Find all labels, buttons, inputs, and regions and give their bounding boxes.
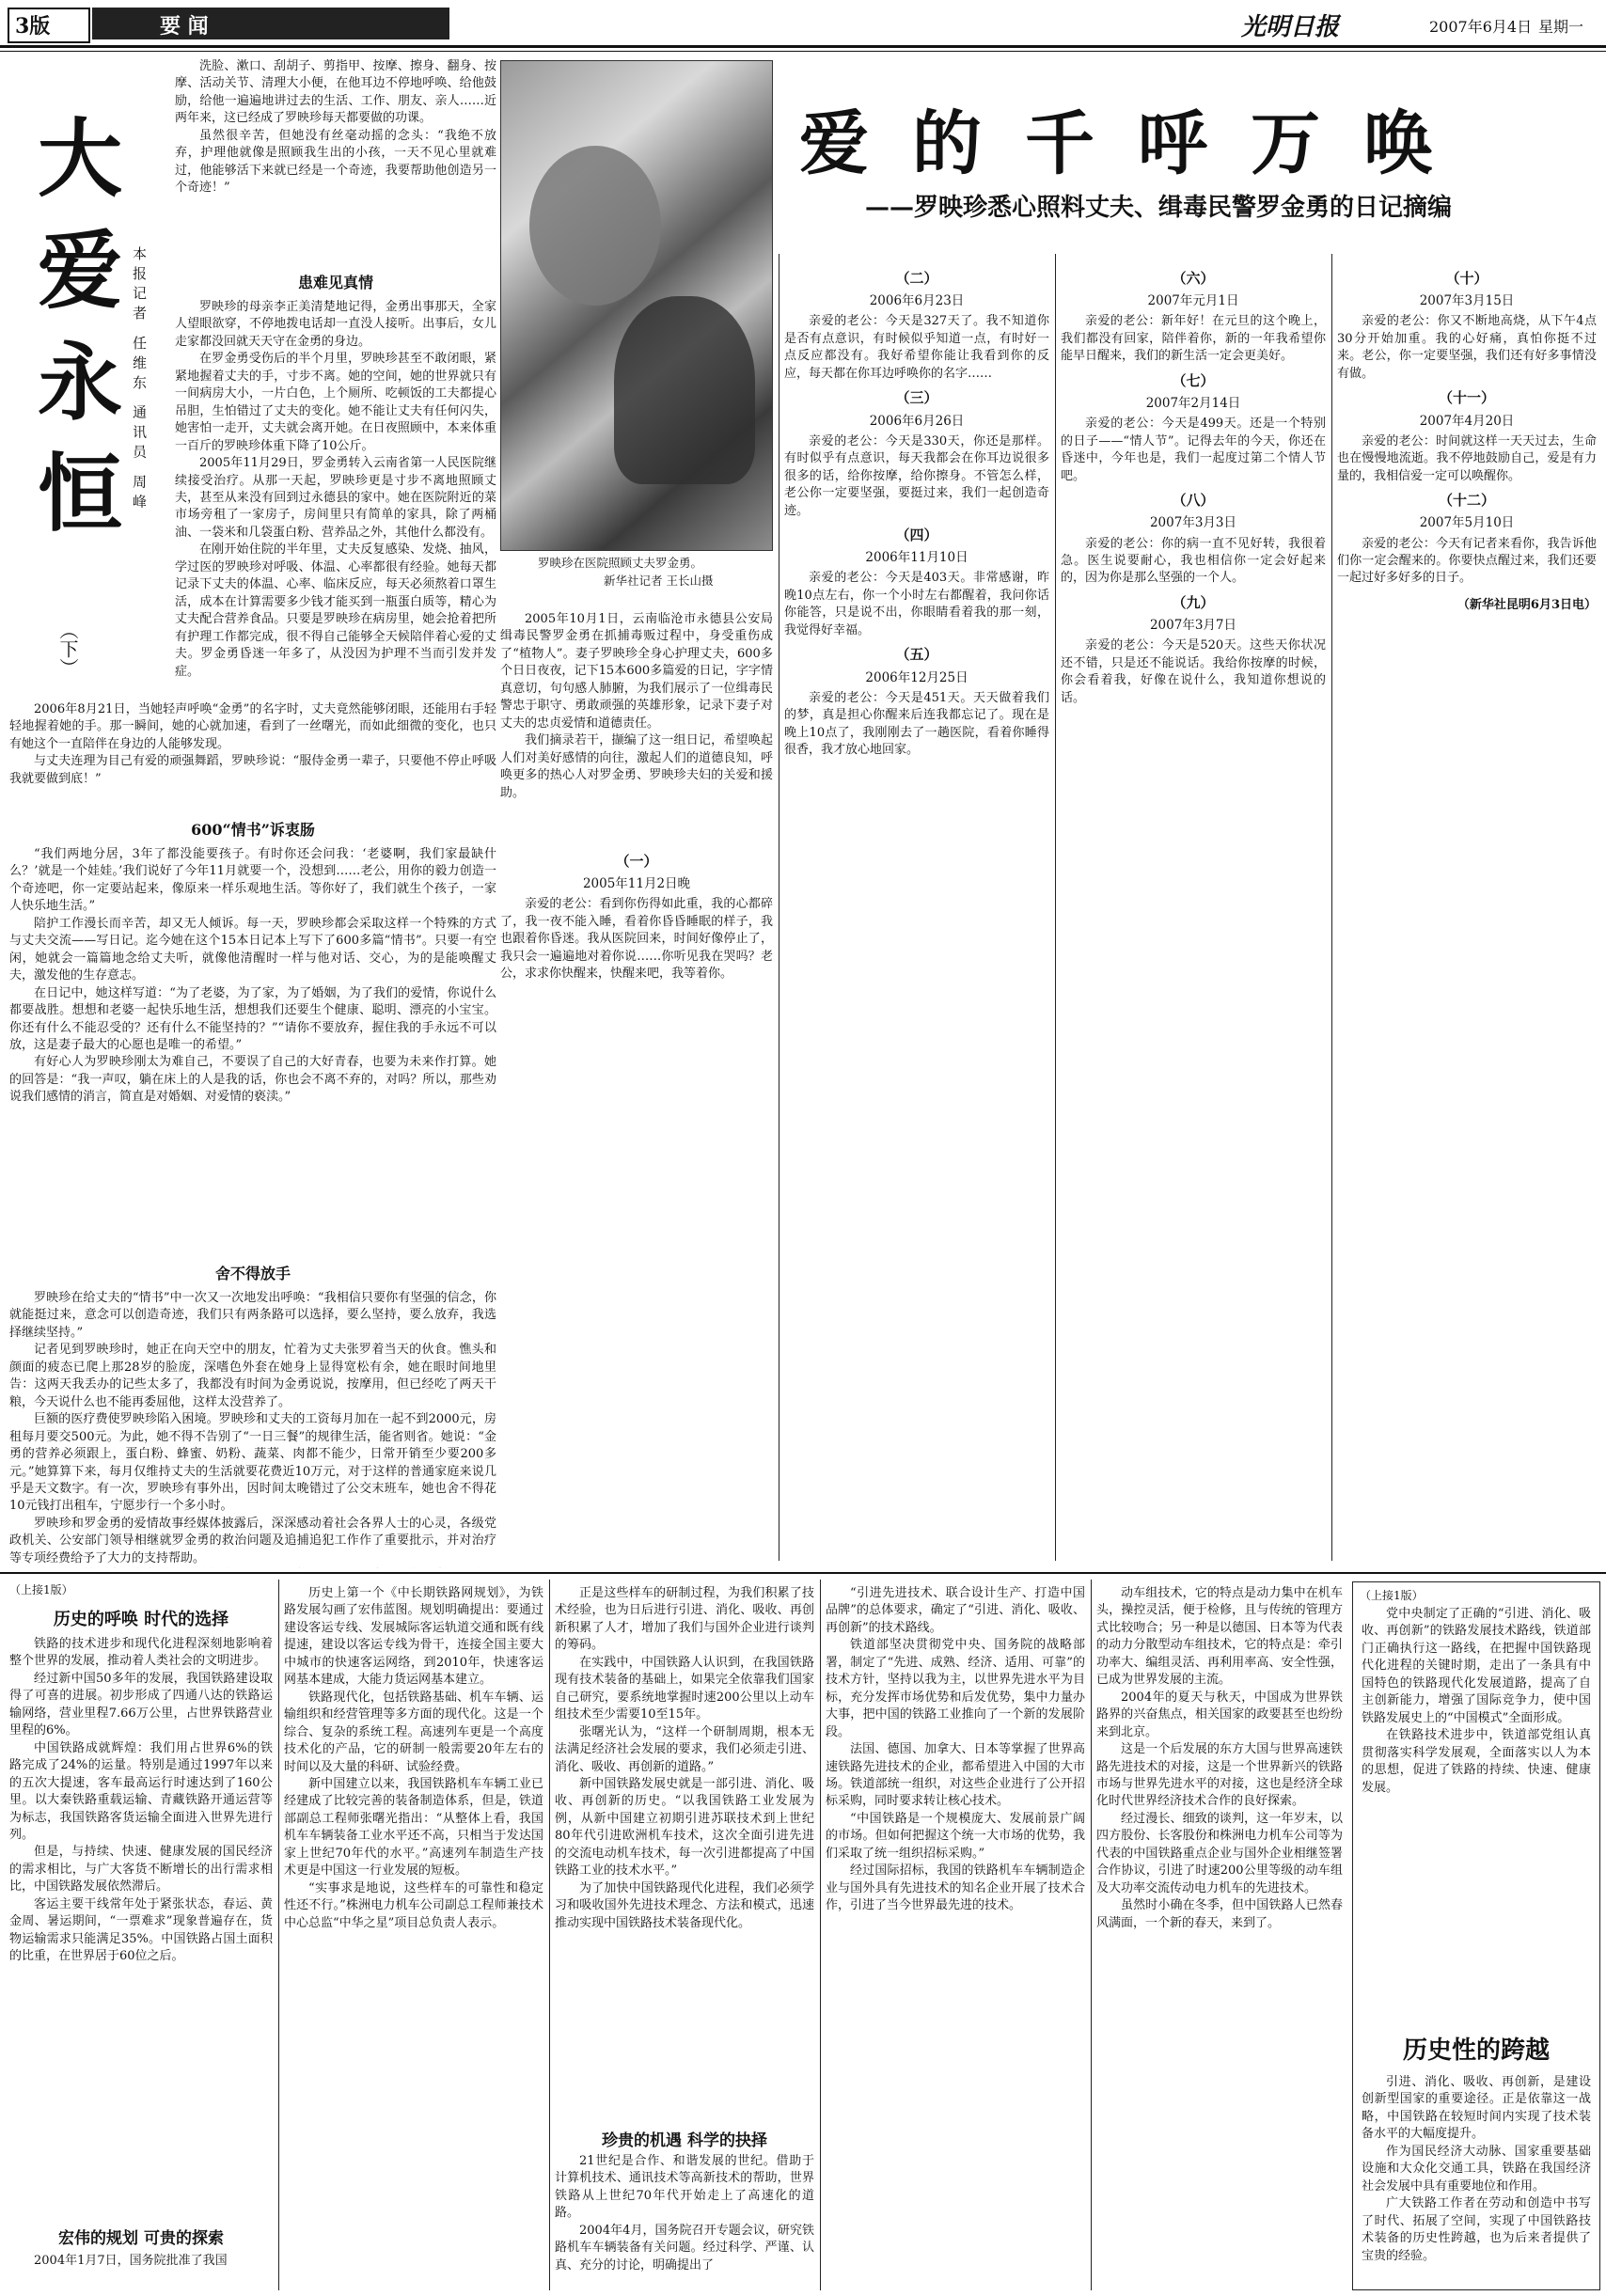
diary-number: （十二） [1438, 492, 1495, 510]
subheading-love-letters: 600“情书”诉衷肠 [191, 821, 315, 839]
paragraph: 党中央制定了正确的“引进、消化、吸收、再创新”的铁路发展技术路线，铁道部门正确执行这一路线，在把握中国铁路现代化进程的关键时期，走出了一条具有中国特色的铁路现代化发展道路，提高了自主创新能力，增强了国际竞争力，使中国铁路发展史上的“中国模式”全面形成。 [1362, 1607, 1591, 1725]
paragraph: 客运主要干线常年处于紧张状态，春运、黄金周、暑运期间，“一票难求”现象普遍存在，货物运输需求只能满足35%。中国铁路占国土面积的比重，在世界居于60位之后。 [9, 1896, 273, 1964]
paragraph: 2005年10月1日，云南临沧市永德县公安局缉毒民警罗金勇在抓捕毒贩过程中，身受重伤成了“植物人”。妻子罗映珍全身心护理丈夫，600多个日日夜夜，记下15本600多篇爱的日记，字字情真意切，句句感人肺腑，为我们展示了一位缉毒民警忠于职守、勇敢顽强的英雄形象，记录下妻子对丈夫的忠贞爱情和道德责任。 [500, 612, 773, 731]
diary-number: （八） [1172, 492, 1215, 510]
diary-number: （五） [895, 646, 938, 664]
diary-text: 亲爱的老公：今天是330天，你还是那样。有时似乎有点意识，每天我都会在你耳边说很多很多的话，给你按摩，给你擦身。不管怎么样，老公你一定要坚强，要挺过来，我们一起创造奇迹。 [784, 433, 1049, 518]
paragraph: 罗映珍在给丈夫的“情书”中一次又一次地发出呼唤：“我相信只要你有坚强的信念，你就能挺过来，意念可以创造奇迹，我们只有两条路可以选择，要么坚持，要么放弃，我选择继续坚持。” [9, 1291, 496, 1340]
diary-number: （九） [1172, 593, 1215, 611]
paragraph: 陪护工作漫长而辛苦，却又无人倾诉。每一天，罗映珍都会采取这样一个特殊的方式与丈夫交流——写日记。迄今她在这个15本日记本上写下了600多篇“情书”。只要一有空闲，她就会一篇篇地念给丈夫听，就像他清醒时一样与他对话、交心，为的是能唤醒丈夫，激发他的生存意志。 [9, 916, 496, 983]
commentary-heading: 历史性的跨越 [1402, 2037, 1550, 2065]
diary-text: 亲爱的老公：今天有记者来看你，我告诉他们你一定会醒来的。你要快点醒过来，我们还要一起过好多好多的日子。 [1337, 536, 1597, 586]
paragraph: 法国、德国、加拿大、日本等掌握了世界高速铁路先进技术的企业，都希望进入中国的大市场。铁道部统一组织，对这些企业进行了公开招标采购，同时要求转让核心技术。 [826, 1742, 1085, 1809]
paragraph: 虽然时小确在冬季，但中国铁路人已然春风满面，一个新的春天，来到了。 [1096, 1898, 1343, 1930]
diary-column-4 [1337, 263, 1597, 1561]
page-number: 3版 [15, 14, 51, 39]
diary-text: 亲爱的老公：新年好！在元旦的这个晚上，我们都没有回家，陪伴着你，新的一年我希望你能早日醒来，我们的新生活一定会更美好。 [1061, 314, 1326, 364]
subheadline: ——罗映珍悉心照料丈夫、缉毒民警罗金勇的日记摘编 [865, 194, 1453, 222]
diary-date: 2006年6月26日 [869, 413, 965, 429]
news-photo [500, 60, 773, 551]
caption-credit: 新华社记者 王长山摄 [604, 573, 714, 588]
paragraph: 2006年8月21日，当她轻声呼唤“金勇”的名字时，丈夫竟然能够闭眼，还能用右手轻轻地握着她的手。那一瞬间，她的心就加速，看到了一丝曙光，而如此细微的变化，也只有她这个一直陪伴在身边的人能够发现。 [9, 702, 496, 751]
paragraph: 2004年4月，国务院召开专题会议，研究铁路机车车辆装备有关问题。经过科学、严谨、认真、充分的讨论，明确提出了 [555, 2223, 814, 2272]
diary-number: （一） [615, 853, 658, 870]
commentary-text-bottom [1362, 2074, 1591, 2283]
diary-text: 亲爱的老公：今天是327天了。我不知道你是否有点意识，有时候似乎知道一点，有时好一点反应都没有。我好希望你能让我看到你的反应，每天都在你耳边呼唤你的名字…… [784, 314, 1049, 381]
diary-column-3 [1061, 263, 1326, 1561]
newspaper-name: 光明日报 [1241, 13, 1340, 41]
diary-date: 2007年4月20日 [1419, 413, 1515, 429]
paragraph: 2004年的夏天与秋天，中国成为世界铁路界的兴奋焦点，相关国家的政要甚至也纷纷来到北京。 [1096, 1690, 1343, 1739]
subheading-holding-on: 舍不得放手 [214, 1265, 291, 1282]
section-label: 要 闻 [160, 14, 209, 39]
paragraph: 洗脸、漱口、刮胡子、剪指甲、按摩、擦身、翻身、按摩、活动关节、清理大小便，在他耳边不停地呼唤、给他鼓励，给他一遍遍地讲过去的生活、工作、朋友、亲人……近两年来，这已经成了罗映珍每天都要做的功课。 [175, 59, 496, 126]
paragraph: 经过国际招标，我国的铁路机车车辆制造企业与国外具有先进技术的知名企业开展了技术合作，引进了当今世界最先进的技术。 [826, 1864, 1085, 1913]
subheading-hardship: 患难见真情 [297, 274, 373, 291]
diary-text: 亲爱的老公：看到你伤得如此重，我的心都碎了，我一夜不能入睡，看着你昏昏睡眠的样子，我也跟着你昏迷。我从医院回来，时间好像停止了，我只会一遍遍地对着你说……你听见我在哭吗？老公，求求你快醒来，快醒来吧，我等着你。 [500, 897, 773, 982]
feature-vertical-title [38, 103, 122, 550]
paragraph: 在刚开始住院的半年里，丈夫反复感染、发烧、抽风，学过医的罗映珍对呼吸、体温、心率都很有经验。她每天都记录下丈夫的体温、心率、临床反应，每天必须熬着口罩生活，成本在计算需要多少钱才能买到一瓶蛋白质等，精心为丈夫配合营养食品。只要是罗映珍在病房里，她会抢着把所有护理工作都完成，很不得自己能够全天候陪伴着心爱的丈夫。罗金勇昏迷一年多了，从没因为护理不当而引发并发症。 [175, 543, 496, 679]
feature-section-2 [9, 846, 496, 1249]
title-char: 大 [38, 109, 122, 209]
paragraph: 历史上第一个《中长期铁路网规划》，为铁路发展勾画了宏伟蓝图。规划明确提出：要通过建设客运专线、发展城际客运轨道交通和既有线提速，建设以客运专线为骨干，连接全国主要大中城市的快速客运网络，到2010年，快速客运网基本建成，大能力货运网基本建立。 [284, 1586, 543, 1688]
commentary-continued-tag: （上接1版） [1360, 1589, 1424, 1602]
paragraph: 为了加快中国铁路现代化进程，我们必须学习和吸收国外先进技术理念、方法和模式，迅速推动实现中国铁路技术装备现代化。 [555, 1880, 814, 1930]
commentary-text-top [1362, 1606, 1591, 2020]
diary-date: 2007年元月1日 [1147, 293, 1239, 309]
paragraph: 铁路现代化，包括铁路基础、机车车辆、运输组织和经营管理等多方面的现代化。这是一个综合、复杂的系统工程。高速列车更是一个高度技术化的产品，它的研制一般需要20年左右的时间以及大量的科研、试验经费。 [284, 1690, 543, 1774]
paragraph: 铁道部坚决贯彻党中央、国务院的战略部署，制定了“先进、成熟、经济、适用、可靠”的技术方针，坚持以我为主，以世界先进水平为目标，充分发挥市场优势和后发优势，集中力量办大事，把中国的铁路工业推向了一个新的发展阶段。 [826, 1638, 1085, 1739]
paragraph: 有好心人为罗映珍刚太为难自己，不要误了自己的大好青春，也要为未来作打算。她的回答是：“我一声叹，躺在床上的人是我的话，你也会不离不弃的，对吗？所以，那些劝说我们感情的消言，简直是对婚姻、对爱情的亵渎。” [9, 1055, 496, 1105]
diary-date: 2007年3月7日 [1149, 618, 1237, 634]
paragraph: 在日记中，她这样写道：“为了老婆，为了家，为了婚姻，为了我们的爱情，你说什么都要战胜。想想和老婆一起快乐地生活，想想我们还要生个健康、聪明、漂亮的小宝宝。你还有什么不能忍受的？还有什么不能坚持的？”“请你不要放弃，握住我的手永远不可以放，这是妻子最大的心愿也是唯一的希望。” [9, 985, 496, 1052]
paragraph: “我们两地分居，3年了都没能要孩子。有时你还会问我：‘老婆啊，我们家最缺什么？’就是一个娃娃。’我们说好了今年11月就要一个，没想到……老公，用你的毅力创造一个奇迹吧，你一定要站起来，像原来一样乐观地生活。等你好了，我们就生个孩子，一家人快乐地生活。” [9, 847, 496, 914]
paragraph: 2004年1月7日，国务院批准了我国 [34, 2254, 228, 2268]
issue-date: 2007年6月4日 [1429, 18, 1533, 36]
paragraph: 中国铁路成就辉煌：我们用占世界6%的铁路完成了24%的运量。特别是通过1997年以来的五次大提速，客车最高运行时速达到了160公里。以大秦铁路重载运输、青藏铁路开通运营等为标志，我国铁路客货运输全面进入世界先进行列。 [9, 1740, 273, 1842]
section-divider [0, 1572, 1606, 1574]
diary-date: 2007年3月15日 [1419, 293, 1515, 309]
feature-section-1 [175, 299, 496, 701]
diary-date: 2007年3月3日 [1149, 515, 1237, 531]
paragraph: 引进、消化、吸收、再创新，是建设创新型国家的重要途径。正是依靠这一战略，中国铁路在较短时间内实现了技术装备水平的大幅度提升。 [1362, 2075, 1591, 2142]
feature-intro [175, 58, 496, 260]
title-char: 爱 [38, 220, 122, 321]
paragraph: “实事求是地说，这些样车的可靠性和稳定性还不行。”株洲电力机车公司副总工程师兼技术中心总监“中华之星”项目总负责人表示。 [284, 1880, 543, 1930]
headline: 爱的千呼万唤 [799, 103, 1476, 184]
diary-text: 亲爱的老公：你又不断地高烧，从下午4点30分开始加重。我的心好痛，真怕你挺不过来。老公，你一定要坚强，我们还有好多事情没有做。 [1337, 314, 1597, 381]
paragraph: 但是，与持续、快速、健康发展的国民经济的需求相比，与广大客货不断增长的出行需求相比，中国铁路发展依然滞后。 [9, 1845, 273, 1895]
caption-text: 罗映珍在医院照顾丈夫罗金勇。 [538, 556, 703, 570]
article-col-3 [555, 1585, 814, 2112]
title-char: 恒 [38, 444, 122, 544]
paragraph: 张曙光认为，“这样一个研制周期，根本无法满足经济社会发展的要求，我们必须走引进、消化、吸收、再创新的道路。” [555, 1724, 814, 1774]
diary-column-2 [784, 263, 1049, 1561]
diary-number: （四） [895, 526, 938, 543]
diary-date: 2007年2月14日 [1145, 396, 1241, 412]
paragraph: 在罗金勇受伤后的半个月里，罗映珍甚至不敢闭眼，紧紧地握着丈夫的手，寸步不离。她的空间，她的世界就只有一间病房大小，一片白色，上个厕所、吃顿饭的工夫都提心吊胆，生怕错过了丈夫的变化。她不能让丈夫有任何闪失，她害怕一走开，丈夫就会离开她。在日夜照顾中，本来体重一百斤的罗映珍体重下降了10公斤。 [175, 352, 496, 453]
photo-caption [538, 555, 773, 590]
article-heading-planning: 宏伟的规划 可贵的探索 [58, 2229, 224, 2248]
paragraph: 与丈夫连理为目己有爱的顽强舞蹈，罗映珍说：“服侍金勇一辈子，只要他不停止呼吸我就要做到底！” [9, 754, 496, 786]
article-heading-opportunity: 珍贵的机遇 科学的抉择 [602, 2131, 767, 2150]
article-col-4 [826, 1585, 1085, 2290]
header-rule-thin [0, 51, 1606, 52]
diary-text: 亲爱的老公：今天是403天。非常感谢，昨晚10点左右，你一个小时左右都醒着，我问你话你能答，只是说不出，你眼睛看着我的那一刻，我觉得好幸福。 [784, 571, 1049, 637]
paragraph: 罗映珍和罗金勇的爱情故事经媒体披露后，深深感动着社会各界人士的心灵，各级党政机关、公安部门领导相继就罗金勇的救治问题及追捕追犯工作作了重要批示，并对治疗等专项经费给予了大力的支持帮助。 [9, 1516, 496, 1565]
diary-date: 2006年12月25日 [865, 669, 968, 685]
page-header [0, 0, 1606, 49]
byline: 本报记者 任维东 通讯员 周峰 [131, 246, 148, 514]
paragraph: 巨额的医疗费使罗映珍陷入困境。罗映珍和丈夫的工资每月加在一起不到2000元，房租每月要交500元。为此，她不得不告别了“一日三餐”的规律生活，能省则省。她说：“金勇的营养必须跟上，蛋白粉、蜂蜜、奶粉、蔬菜、肉都不能少，日常开销至少要200多元。”她算算下来，每月仅维持丈夫的生活就要花费近10万元，对于这样的普通家庭来说几乎是天文数字。有一次，罗映珍有事外出，因时间太晚错过了公交末班车，她也舍不得花10元钱打出租车，宁愿步行一个多小时。 [9, 1412, 496, 1514]
diary-text: 亲爱的老公：你的病一直不见好转，我很着急。医生说要耐心，我也相信你一定会好起来的，因为你是那么坚强的一个人。 [1061, 536, 1326, 586]
paragraph: 我们摘录若干，撷编了这一组日记，希望唤起人们对美好感情的向往，激起人们的道德良知，呼唤更多的热心人对罗金勇、罗映珍夫妇的关爱和援助。 [500, 733, 773, 800]
paragraph: 作为国民经济大动脉、国家重要基础设施和大众化交通工具，铁路在我国经济社会发展中具有重要地位和作用。 [1362, 2144, 1591, 2194]
diary-text: 亲爱的老公：今天是451天。天天做着我们的梦，真是担心你醒来后连我都忘记了。现在是晚上10点了，我刚刚去了一趟医院，看着你睡得很香，我才放心地回家。 [784, 690, 1049, 758]
dispatch-credit: （新华社昆明6月3日电） [1456, 597, 1597, 612]
paragraph: 新中国建立以来，我国铁路机车车辆工业已经建成了比较完善的装备制造体系，但是，铁道部副总工程师张曙光指出：“从整体上看，我国机车车辆装备工业水平还不高，只相当于发达国家上世纪70年代的水平。”高速列车制造生产技术更是中国这一行业发展的短板。 [284, 1776, 543, 1879]
paragraph: “中国铁路是一个规模庞大、发展前景广阔的市场。但如何把握这个统一大市场的优势，我们采取了统一组织招标采购。” [826, 1811, 1085, 1861]
paragraph: 铁路的技术进步和现代化进程深刻地影响着整个世界的发展，推动着人类社会的文明进步。 [9, 1637, 273, 1669]
feature-section-1-cont [9, 701, 496, 807]
diary-number: （十） [1445, 270, 1488, 287]
diary-number: （十一） [1438, 389, 1495, 407]
diary-text: 亲爱的老公：今天是520天。这些天你状况还不错，只是还不能说话。我给你按摩的时候，你会看着我，好像在说什么，我知道你想说的话。 [1061, 638, 1326, 705]
photo-figure-patient [529, 146, 661, 306]
diary-number: （三） [895, 389, 938, 407]
paragraph: 正是这些样车的研制过程，为我们积累了技术经验，也为日后进行引进、消化、吸收、再创新积累了人才，增加了我们与国外企业进行谈判的筹码。 [555, 1586, 814, 1653]
column-rule [1055, 254, 1056, 1561]
paragraph: 这是一个后发展的东方大国与世界高速铁路先进技术的对接，这是一个世界新兴的铁路市场与世界先进水平的对接，这也是经济全球化时代世界经济技术合作的良好探索。 [1096, 1742, 1343, 1809]
paragraph [9, 1567, 496, 1568]
issue-weekday: 星期一 [1538, 18, 1584, 36]
feature-section-3 [9, 1290, 496, 1568]
article-col-2 [284, 1585, 543, 2290]
header-rule [0, 45, 1606, 48]
diary-number: （二） [895, 270, 938, 287]
paragraph: 在实践中，中国铁路人认识到，在我国铁路现有技术装备的基础上，如果完全依靠我们国家自己研究，要系统地掌握时速200公里以上动车组技术至少需要10至15年。 [555, 1655, 814, 1722]
column-rule [820, 1580, 821, 2290]
diary-date: 2007年5月10日 [1419, 515, 1515, 531]
diary-date: 2006年6月23日 [869, 293, 965, 309]
paragraph: 记者见到罗映珍时，她正在向天空中的朋友，忙着为丈夫张罗着当天的伙食。憔头和颜面的疲态已爬上那28岁的脸庞，深嗜色外套在她身上显得宽松有余，她在眼时间地里告：这两天我丢办的记些太多了，我都没有时间为金勇说说，按摩用，但已经吃了两天干粮，今天说什么也不能再委屈他，这样太没营养了。 [9, 1343, 496, 1409]
paragraph: 经过新中国50多年的发展，我国铁路建设取得了可喜的进展。初步形成了四通八达的铁路运输网络，营业里程7.66万公里，占世界铁路营业里程的6%。 [9, 1671, 273, 1738]
diary-column-1 [500, 846, 773, 1561]
paragraph: 2005年11月29日，罗金勇转入云南省第一人民医院继续接受治疗。从那一天起，罗映珍更是寸步不离地照顾丈夫，甚至从来没有回到过永德县的家中。她在医院附近的菜市场旁租了一家房子，房间里只有简单的家具，除了两桶油、一袋米和几袋蛋白粉、营养品之外，其他什么都没有。 [175, 456, 496, 540]
article-col-1-end [9, 2253, 273, 2290]
article-col-3-end [555, 2153, 814, 2290]
diary-text: 亲爱的老公：今天是499天。还是一个特别的日子——“情人节”。记得去年的今天，你还在昏迷中，今年也是，我们一起度过第二个情人节吧。 [1061, 417, 1326, 483]
column-rule [1091, 1580, 1092, 2290]
column-rule [1331, 254, 1332, 1561]
column-rule [278, 1580, 279, 2290]
paragraph: 在铁路技术进步中，铁道部党组认真贯彻落实科学发展观，全面落实以人为本的思想，促进了铁路的持续、快速、健康发展。 [1362, 1728, 1591, 1795]
article-col-5 [1096, 1585, 1343, 2290]
diary-date: 2005年11月2日晚 [582, 876, 691, 892]
diary-text: 亲爱的老公：时间就这样一天天过去，生命也在慢慢地流逝。我不停地鼓励自己，爱是有力量的，我相信爱一定可以唤醒你。 [1337, 433, 1597, 483]
diary-number: （七） [1172, 371, 1215, 389]
continued-tag: （上接1版） [9, 1583, 73, 1596]
paragraph: 虽然很辛苦，但她没有丝毫动摇的念头：“我绝不放弃，护理他就像是照顾我生出的小孩，一天不见心里就难过，他能够活下来就已经是一个奇迹，我要帮助他创造另一个奇迹！” [175, 128, 496, 196]
diary-number: （六） [1172, 270, 1215, 287]
paragraph: 动车组技术，它的特点是动力集中在机车头，操控灵活，便于检修，且与传统的管理方式比较吻合；另一种是以德国、日本等为代表的动力分散型动车组技术，它的特点是：牵引功率大、编组灵活、再利用率高、安全性强，已成为世界发展的主流。 [1096, 1586, 1343, 1688]
diary-date: 2006年11月10日 [865, 550, 968, 566]
paragraph: 罗映珍的母亲李正美清楚地记得，金勇出事那天，全家人望眼欲穿，不停地拨电话却一直没人接听。出事后，女儿走家都没回就天天守在金勇的身边。 [175, 300, 496, 349]
article-heading-history: 历史的呼唤 时代的选择 [53, 1610, 229, 1629]
paragraph: “引进先进技术、联合设计生产、打造中国品牌”的总体要求，确定了“引进、消化、吸收、再创新”的技术路线。 [826, 1586, 1085, 1635]
section-label-box [92, 8, 449, 39]
part-marker: （下） [56, 621, 79, 677]
paragraph: 21世纪是合作、和谐发展的世纪。借助于计算机技术、通讯技术等高新技术的帮助，世界铁路从上世纪70年代开始走上了高速化的道路。 [555, 2154, 814, 2221]
paragraph: 经过漫长、细致的谈判，这一年岁末，以四方股份、长客股份和株洲电力机车公司等为代表的中国铁路重点企业与国外企业相继签署合作协议，引进了时速200公里等级的动车组及大功率交流传动电力机车的先进技术。 [1096, 1811, 1343, 1895]
paragraph: 广大铁路工作者在劳动和创造中书写了时代、拓展了空间，实现了中国铁路技术装备的历史性跨越，也为后来者提供了宝贵的经验。 [1362, 2196, 1591, 2263]
article-col-1 [9, 1636, 273, 2211]
paragraph: 新中国铁路发展史就是一部引进、消化、吸收、再创新的历史。“以我国铁路工业发展为例，从新中国建立初期引进苏联技术到上世纪80年代引进欧洲机车技术，这次全面引进先进的交流电动机车技术，每一次引进都提高了中国铁路工业的技术水平。” [555, 1776, 814, 1879]
lead-text [500, 611, 773, 837]
title-char: 永 [38, 332, 122, 432]
photo-figure-wife [614, 296, 755, 484]
column-rule [549, 1580, 550, 2290]
